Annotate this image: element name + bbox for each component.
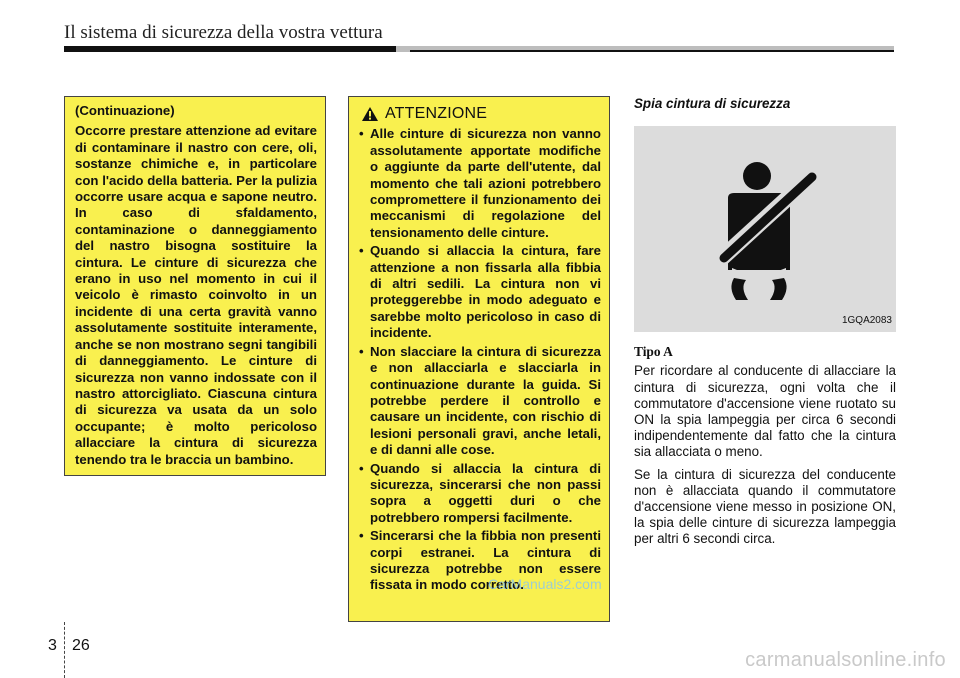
warning-item: • Quando si allaccia la cintura di sicurezza, sincerarsi che non passi sopra a oggetti duri o che potrebbero rompersi facilmente.	[359, 461, 601, 527]
right-column	[634, 96, 896, 554]
warning-list	[359, 126, 601, 593]
type-label: Tipo A	[634, 344, 673, 360]
warning-triangle-icon	[361, 106, 379, 122]
page-number-divider	[64, 622, 66, 678]
seatbelt-warning-icon	[714, 160, 824, 300]
warning-header	[361, 106, 601, 122]
site-watermark: carmanualsonline.info	[745, 649, 946, 671]
warning-box	[348, 96, 610, 622]
header-title: Il sistema di sicurezza della vostra vettura	[64, 22, 383, 43]
warning-title: ATTENZIONE	[385, 105, 488, 122]
body-paragraph: Per ricordare al conducente di allacciare la cintura di sicurezza, ogni volta che il commutatore d'accensione viene ruotato su ON la spia lampeggia per circa 6 secondi indipendentemente dal fatto che la cintura sia allacciata o meno.	[634, 363, 896, 460]
section-title: Spia cintura di sicurezza	[634, 96, 791, 111]
warning-item: • Sincerarsi che la fibbia non presenti corpi estranei. La cintura di sicurezza potrebbe non essere fissata in modo corretto.	[359, 528, 601, 594]
chapter-number: 3	[48, 637, 57, 654]
warning-item: • Quando si allaccia la cintura, fare attenzione a non fissarla alla fibbia di altri sedili. La cintura non vi proteggerebbe in modo adeguato e sarebbe molto pericoloso in caso di incidente.	[359, 243, 601, 341]
warning-item: • Non slacciare la cintura di sicurezza e non allacciarla e slacciarla in continuazione durante la guida. Si potrebbe perdere il controllo e causare un incidente, con rischio di lesioni personali gravi, anche letali, e di danni alle cose.	[359, 344, 601, 459]
continuation-title: (Continuazione)	[75, 103, 175, 118]
figure-code: 1GQA2083	[841, 315, 892, 326]
header-rule-thin	[410, 50, 894, 52]
warning-item: • Alle cinture di sicurezza non vanno assolutamente apportate modifiche o aggiunte da parte dell'utente, dal momento che tali azioni potrebbero compromettere il funzionamento dei meccanismi di regolazione del tensionamento delle cinture.	[359, 126, 601, 241]
continuation-box	[64, 96, 326, 476]
continuation-text: Occorre prestare attenzione ad evitare di contaminare il nastro con cere, oli, sostanze chimiche e, in particolare con l'acido della batteria. Per la pulizia occorre usare acqua e sapone neutro. In caso di sfaldamento, contaminazione o danneggiamento del nastro bisogna sostituire la cintura. Le cinture di sicurezza che erano in uso nel momento in cui il veicolo è rimasto coinvolto in un incidente di una certa gravità vanno assolutamente sostituite interamente, anche se non mostrano segni tangibili di danneggiamento. Le cinture di sicurezza non vanno indossate con il nastro attorcigliato. Ciascuna cintura di sicurezza va usata da un solo occupante; è molto pericoloso allacciare la cintura di sicurezza tenendo tra le braccia un bambino.	[75, 123, 317, 467]
body-paragraph: Se la cintura di sicurezza del conducente non è allacciata quando il commutatore d'accensione viene messo in posizione ON, la spia delle cinture di sicurezza lampeggia per altri 6 secondi circa.	[634, 466, 896, 547]
page-number: 26	[72, 637, 90, 654]
watermark: CarManuals2.com	[488, 576, 602, 592]
seatbelt-figure	[634, 126, 896, 332]
